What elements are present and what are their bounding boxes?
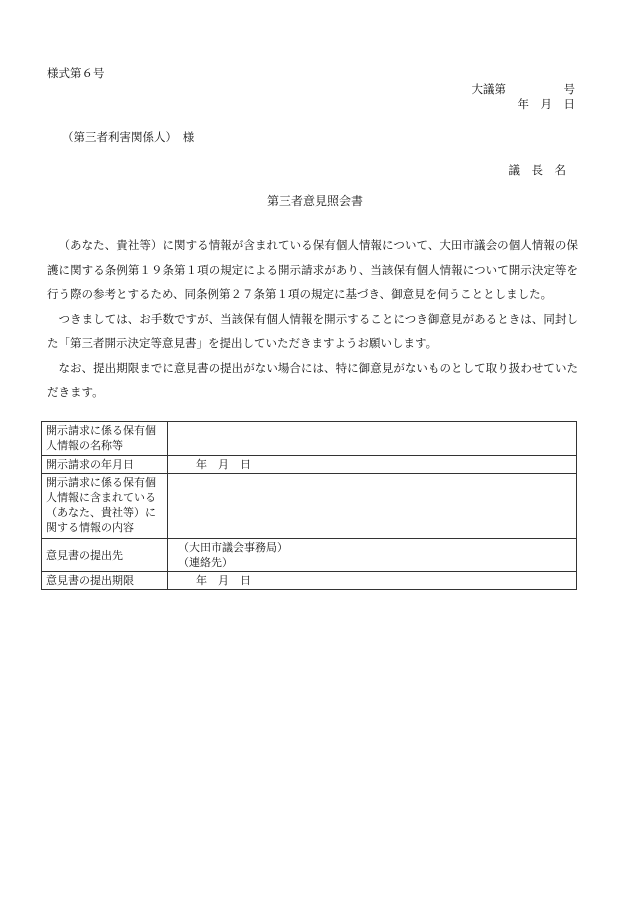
paragraph-3: なお、提出期限までに意見書の提出がない場合には、特に御意見がないものとして取り扱わせていただきます。 bbox=[47, 360, 578, 399]
form-number: 様式第６号 bbox=[47, 66, 105, 80]
row-value-request-date: 年 月 日 bbox=[168, 456, 577, 474]
row-label-deadline: 意見書の提出期限 bbox=[42, 572, 168, 590]
info-table bbox=[41, 421, 577, 590]
table-row bbox=[42, 474, 577, 539]
submit-contact: （連絡先） bbox=[178, 556, 233, 569]
document-number: 大議第 号 bbox=[471, 82, 575, 96]
table-row bbox=[42, 539, 577, 572]
table-row bbox=[42, 572, 577, 590]
row-value-deadline: 年 月 日 bbox=[168, 572, 577, 590]
table-row bbox=[42, 456, 577, 474]
addressee: （第三者利害関係人） 様 bbox=[62, 130, 195, 144]
submit-office: （大田市議会事務局） bbox=[178, 541, 288, 554]
row-value-submit-to bbox=[168, 539, 577, 572]
paragraph-1: （あなた、貴社等）に関する情報が含まれている保有個人情報について、大田市議会の個人情報の保護に関する条例第１９条第１項の規定による開示請求があり、当該保有個人情報について開示決定等を行う際の参考とするため、同条例第２７条第１項の規定に基づき、御意見を伺うこととしました。 bbox=[47, 238, 578, 301]
row-value-info-name bbox=[168, 422, 577, 456]
row-label-info-name: 開示請求に係る保有個人情報の名称等 bbox=[42, 422, 168, 456]
row-label-request-date: 開示請求の年月日 bbox=[42, 456, 168, 474]
table-row bbox=[42, 422, 577, 456]
document-title: 第三者意見照会書 bbox=[266, 194, 363, 208]
row-label-submit-to: 意見書の提出先 bbox=[42, 539, 168, 572]
body-text bbox=[47, 233, 578, 405]
document-date: 年 月 日 bbox=[517, 97, 575, 111]
sender-name: 議 長 名 bbox=[508, 163, 566, 177]
row-label-info-content: 開示請求に係る保有個人情報に含まれている（あなた、貴社等）に関する情報の内容 bbox=[42, 474, 168, 539]
row-value-info-content bbox=[168, 474, 577, 539]
paragraph-2: つきましては、お手数ですが、当該保有個人情報を開示することにつき御意見があるときは、同封した「第三者開示決定等意見書」を提出していただきますようお願いします。 bbox=[47, 311, 578, 350]
